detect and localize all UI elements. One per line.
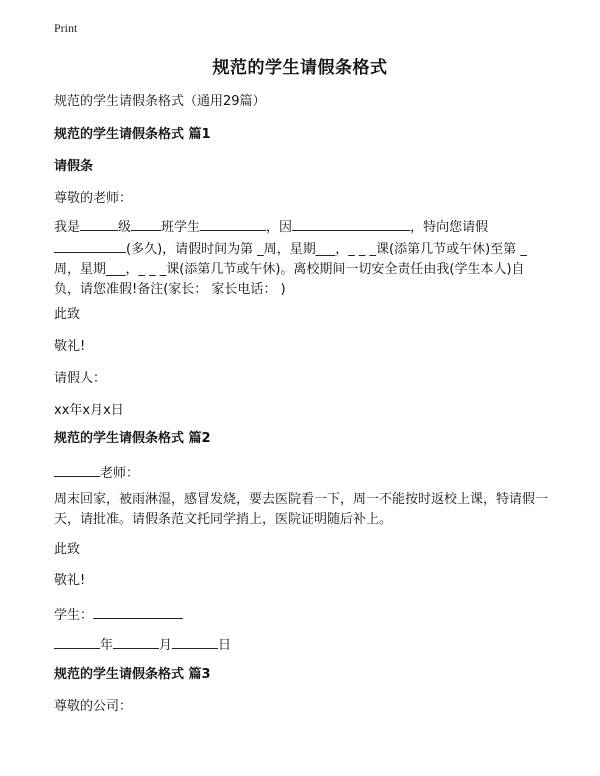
month-blank xyxy=(113,634,159,649)
body-text: (多久)，请假时间为第 _周，星期___，_ _ _课(添第几节或午休)至第 _周，星期___，_ _ _课(添第几节或午休)。离校期间一切安全责任由我(学生本人)自负，请您准假!备注(家长： 家长电话： ) xyxy=(54,242,527,297)
student-signature-line xyxy=(54,604,183,625)
section-2-salutation xyxy=(54,462,139,483)
salutation-text: 老师： xyxy=(100,466,140,481)
section-2-heading: 规范的学生请假条格式 篇2 xyxy=(54,431,211,446)
body-text: 级 xyxy=(118,220,132,235)
closing-respectfully: 此致 xyxy=(54,542,81,557)
reason-blank xyxy=(292,216,410,231)
leave-note-title: 请假条 xyxy=(54,159,94,174)
body-text: ，特向您请假 xyxy=(410,220,489,235)
year-blank xyxy=(54,634,100,649)
section-1-body xyxy=(54,216,548,300)
day-blank xyxy=(172,634,218,649)
document-title: 规范的学生请假条格式 xyxy=(212,58,388,78)
date-fill-line xyxy=(54,634,231,655)
print-link[interactable]: Print xyxy=(54,21,78,35)
duration-blank xyxy=(54,238,126,253)
student-name-blank xyxy=(200,216,266,231)
year-label: 年 xyxy=(100,638,114,653)
document-subtitle: 规范的学生请假条格式（通用29篇） xyxy=(54,94,266,109)
class-blank xyxy=(131,216,161,231)
month-label: 月 xyxy=(159,638,173,653)
closing-salute: 敬礼! xyxy=(54,339,86,354)
section-3-salutation: 尊敬的公司： xyxy=(54,699,133,714)
closing-salute: 敬礼! xyxy=(54,573,86,588)
signer-label: 请假人： xyxy=(54,371,107,386)
teacher-name-blank xyxy=(54,462,100,477)
body-text: 我是 xyxy=(54,220,81,235)
date-line: xx年x月x日 xyxy=(54,403,124,418)
section-3-heading: 规范的学生请假条格式 篇3 xyxy=(54,667,211,682)
section-2-body: 周末回家，被雨淋湿，感冒发烧，要去医院看一下，周一不能按时返校上课，特请假一天，请批准。请假条范文托同学捎上，医院证明随后补上。 xyxy=(54,492,549,527)
body-text: 班学生 xyxy=(161,220,201,235)
student-label: 学生： xyxy=(54,608,94,623)
closing-respectfully: 此致 xyxy=(54,307,81,322)
student-signature-blank xyxy=(93,604,183,619)
grade-blank xyxy=(80,216,118,231)
body-text: ，因 xyxy=(266,220,293,235)
section-1-salutation: 尊敬的老师： xyxy=(54,191,133,206)
day-label: 日 xyxy=(218,638,232,653)
section-1-heading: 规范的学生请假条格式 篇1 xyxy=(54,127,211,142)
